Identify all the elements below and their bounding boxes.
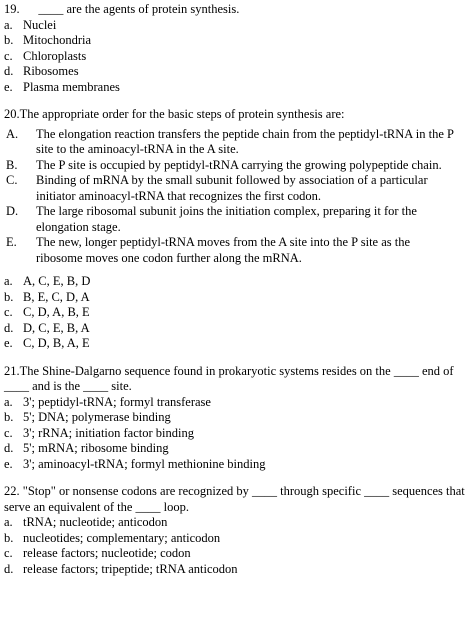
option-text: 5'; DNA; polymerase binding <box>23 410 171 424</box>
option-text: C, D, A, B, E <box>23 305 90 319</box>
option-letter: a. <box>4 274 13 288</box>
option-text: 3'; peptidyl-tRNA; formyl transferase <box>23 394 211 409</box>
step-e <box>4 235 466 266</box>
option-text: 3'; rRNA; initiation factor binding <box>23 425 194 440</box>
option-b <box>4 290 466 306</box>
option-letter: c. <box>4 425 13 440</box>
option-d <box>4 562 466 578</box>
option-e <box>4 457 466 473</box>
question-21 <box>4 364 466 473</box>
question-20-stem: 20.The appropriate order for the basic steps of protein synthesis are: <box>4 107 345 121</box>
question-22-stem: 22. "Stop" or nonsense codons are recognized by ____ through specific ____ sequences that serve an equivalent of the ____ loop. <box>4 484 465 514</box>
option-letter: d. <box>4 320 14 335</box>
option-text: 3'; aminoacyl-tRNA; formyl methionine binding <box>23 456 266 471</box>
option-text: release factors; nucleotide; codon <box>23 546 191 560</box>
option-text: Nuclei <box>23 17 57 32</box>
option-c <box>4 49 466 65</box>
option-a <box>4 395 466 411</box>
option-letter: e. <box>4 79 13 94</box>
option-c <box>4 546 466 562</box>
step-text: The P site is occupied by peptidyl-tRNA carrying the growing polypeptide chain. <box>36 157 442 172</box>
option-text: A, C, E, B, D <box>23 274 91 288</box>
option-letter: e. <box>4 456 13 471</box>
question-20 <box>4 107 466 352</box>
question-21-options <box>4 395 466 473</box>
option-text: D, C, E, B, A <box>23 320 90 335</box>
step-letter: D. <box>6 204 19 218</box>
step-b <box>4 158 466 174</box>
option-c <box>4 426 466 442</box>
option-text: Mitochondria <box>23 33 92 47</box>
option-b <box>4 410 466 426</box>
question-20-steps <box>4 127 466 267</box>
option-letter: d. <box>4 561 14 576</box>
question-19-stem: 19. ____ are the agents of protein synthesis. <box>4 2 240 16</box>
option-text: tRNA; nucleotide; anticodon <box>23 515 168 529</box>
option-text: B, E, C, D, A <box>23 289 90 304</box>
option-a <box>4 274 466 290</box>
step-text: Binding of mRNA by the small subunit followed by association of a particular initiator aminoacyl-tRNA that recognizes the first codon. <box>36 173 428 203</box>
question-19-options <box>4 18 466 96</box>
step-c <box>4 173 466 204</box>
option-d <box>4 441 466 457</box>
step-letter: A. <box>6 126 19 141</box>
step-letter: B. <box>6 157 18 172</box>
option-text: Plasma membranes <box>23 79 120 94</box>
option-d <box>4 321 466 337</box>
question-22 <box>4 484 466 577</box>
option-b <box>4 33 466 49</box>
option-letter: c. <box>4 305 13 319</box>
step-text: The large ribosomal subunit joins the initiation complex, preparing it for the elongation stage. <box>36 204 417 234</box>
option-text: Ribosomes <box>23 64 79 78</box>
option-letter: c. <box>4 48 13 63</box>
option-text: C, D, B, A, E <box>23 336 90 350</box>
option-letter: a. <box>4 394 13 409</box>
step-letter: E. <box>6 235 17 249</box>
question-19 <box>4 2 466 95</box>
step-text: The new, longer peptidyl-tRNA moves from the A site into the P site as the ribosome moves one codon further along the mRNA. <box>36 235 411 265</box>
option-letter: e. <box>4 336 13 350</box>
option-letter: a. <box>4 17 13 32</box>
step-a <box>4 127 466 158</box>
option-d <box>4 64 466 80</box>
option-text: 5'; mRNA; ribosome binding <box>23 441 169 455</box>
option-text: Chloroplasts <box>23 48 87 63</box>
step-d <box>4 204 466 235</box>
option-b <box>4 531 466 547</box>
option-e <box>4 80 466 96</box>
step-letter: C. <box>6 173 18 187</box>
option-letter: b. <box>4 530 14 545</box>
option-text: release factors; tripeptide; tRNA anticodon <box>23 561 238 576</box>
step-text: The elongation reaction transfers the peptide chain from the peptidyl-tRNA in the P site to the aminoacyl-tRNA in the A site. <box>36 126 454 156</box>
option-letter: b. <box>4 289 14 304</box>
option-a <box>4 515 466 531</box>
option-letter: b. <box>4 33 14 47</box>
option-letter: a. <box>4 515 13 529</box>
question-20-options <box>4 274 466 352</box>
option-letter: c. <box>4 546 13 560</box>
option-e <box>4 336 466 352</box>
question-21-stem: 21.The Shine-Dalgarno sequence found in prokaryotic systems resides on the ____ end of ____ and is the ____ site. <box>4 363 454 393</box>
option-text: nucleotides; complementary; anticodon <box>23 530 221 545</box>
option-letter: b. <box>4 410 14 424</box>
option-a <box>4 18 466 34</box>
option-letter: d. <box>4 441 14 455</box>
option-c <box>4 305 466 321</box>
option-letter: d. <box>4 64 14 78</box>
question-22-options <box>4 515 466 577</box>
